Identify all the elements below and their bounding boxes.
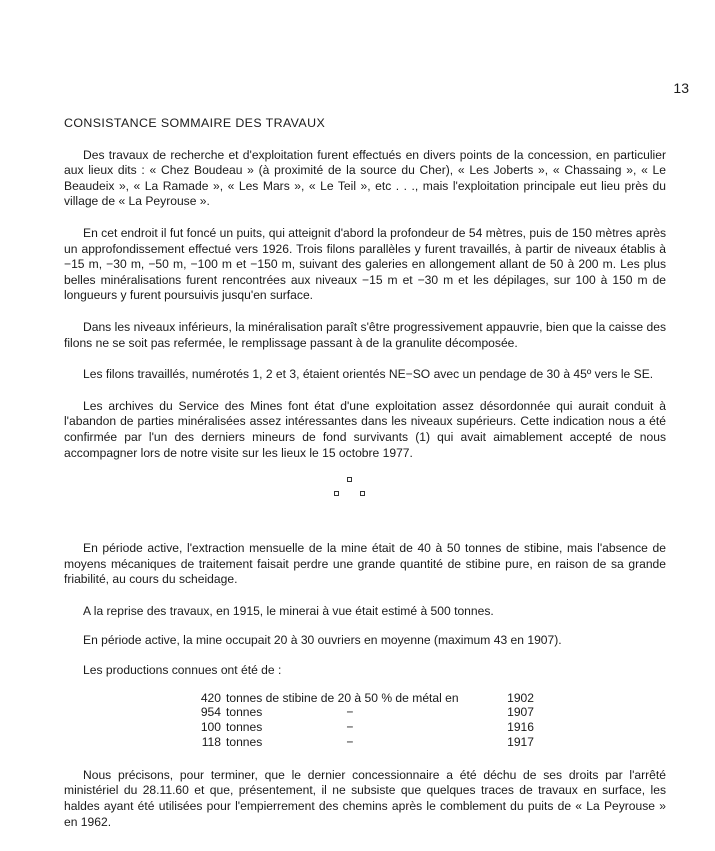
production-quantity: 420 xyxy=(200,690,221,705)
paragraph: Les productions connues ont été de : xyxy=(83,663,282,678)
table-row xyxy=(199,691,534,706)
production-table xyxy=(199,691,534,750)
production-quantity: 954 xyxy=(200,705,221,720)
table-row xyxy=(199,705,534,720)
production-year: 1917 xyxy=(507,735,534,750)
paragraph: Les filons travaillés, numérotés 1, 2 et 3, étaient orientés NE−SO avec un pendage de 30 à 45º vers le SE. xyxy=(83,367,654,382)
table-row xyxy=(199,735,534,750)
paragraph: En cet endroit il fut foncé un puits, qui atteignit d'abord la profondeur de 54 mètres, puis de 150 mètres après un approfondissement effectué vers 1926. Trois filons parallèles y furent travaillés, à partir de niveaux établis à −15 m, −30 m, −50 m, −100 m et −150 m, suivant des galeries en allongement allant de 50 à 200 m. Les plus belles minéralisations furent rencontrées aux niveaux −15 m et −30 m et les dépilages, sur 100 à 150 m de longueurs y furent poursuivis jusqu'en surface. xyxy=(64,225,666,303)
production-quantity: 100 xyxy=(200,720,221,735)
production-year: 1916 xyxy=(507,720,534,735)
production-description xyxy=(226,720,498,735)
production-year: 1902 xyxy=(507,690,534,705)
paragraph: Les archives du Service des Mines font état d'une exploitation assez désordonnée qui aurait conduit à l'abandon de parties minéralisées assez intéressantes dans les niveaux supérieurs. Cette indication nous a été confirmée par l'un des derniers mineurs de fond survivants (1) qui avait aimablement accepté de nous accompagner lors de notre visite sur les lieux le 15 octobre 1977. xyxy=(64,398,666,460)
separator-square-icon xyxy=(360,491,365,496)
production-year: 1907 xyxy=(507,705,534,720)
production-description xyxy=(226,705,498,720)
paragraph: A la reprise des travaux, en 1915, le minerai à vue était estimé à 500 tonnes. xyxy=(83,603,494,618)
section-heading: CONSISTANCE SOMMAIRE DES TRAVAUX xyxy=(64,116,326,130)
separator-square-icon xyxy=(347,477,352,482)
paragraph: Nous précisons, pour terminer, que le dernier concessionnaire a été déchu de ses droits par l'arrêté ministériel du 28.11.60 et que, présentement, il ne subsiste que quelques traces de travaux en surface, les haldes ayant été utilisées pour l'empierrement des chemins après le comblement du puits de « La Peyrouse » en 1962. xyxy=(64,767,666,829)
section-separator-ornament xyxy=(64,477,666,517)
paragraph: En période active, l'extraction mensuelle de la mine était de 40 à 50 tonnes de stibine, mais l'absence de moyens mécaniques de traitement faisait perdre une grande quantité de stibine pure, en raison de sa grande friabilité, au cours du scheidage. xyxy=(64,541,666,587)
production-unit: tonnes xyxy=(226,705,263,720)
ditto-dash: − xyxy=(346,705,354,720)
production-unit: tonnes xyxy=(226,735,263,750)
paragraph: Dans les niveaux inférieurs, la minéralisation paraît s'être progressivement appauvrie, bien que la caisse des filons ne se soit pas refermée, le remplissage passant à de la granulite décomposée. xyxy=(64,319,666,350)
table-row xyxy=(199,720,534,735)
production-quantity: 118 xyxy=(201,735,221,750)
document-body xyxy=(64,116,666,846)
production-description: tonnes de stibine de 20 à 50 % de métal en xyxy=(226,690,459,705)
separator-square-icon xyxy=(334,491,339,496)
ditto-dash: − xyxy=(346,720,354,735)
paragraph: Des travaux de recherche et d'exploitation furent effectués en divers points de la concession, en particulier aux lieux dits : « Chez Boudeau » (à proximité de la source du Cher), « Les Joberts », « Chassaing », « Le Beaudeix », « La Ramade », « Les Mars », « Le Teil », etc . . ., mais l'exploitation principale eut lieu près du village de « La Peyrouse ». xyxy=(64,147,666,209)
ditto-dash: − xyxy=(346,735,354,750)
page-number: 13 xyxy=(673,80,689,96)
production-description xyxy=(226,735,498,750)
paragraph: En période active, la mine occupait 20 à 30 ouvriers en moyenne (maximum 43 en 1907). xyxy=(83,633,562,648)
production-unit: tonnes xyxy=(226,720,263,735)
